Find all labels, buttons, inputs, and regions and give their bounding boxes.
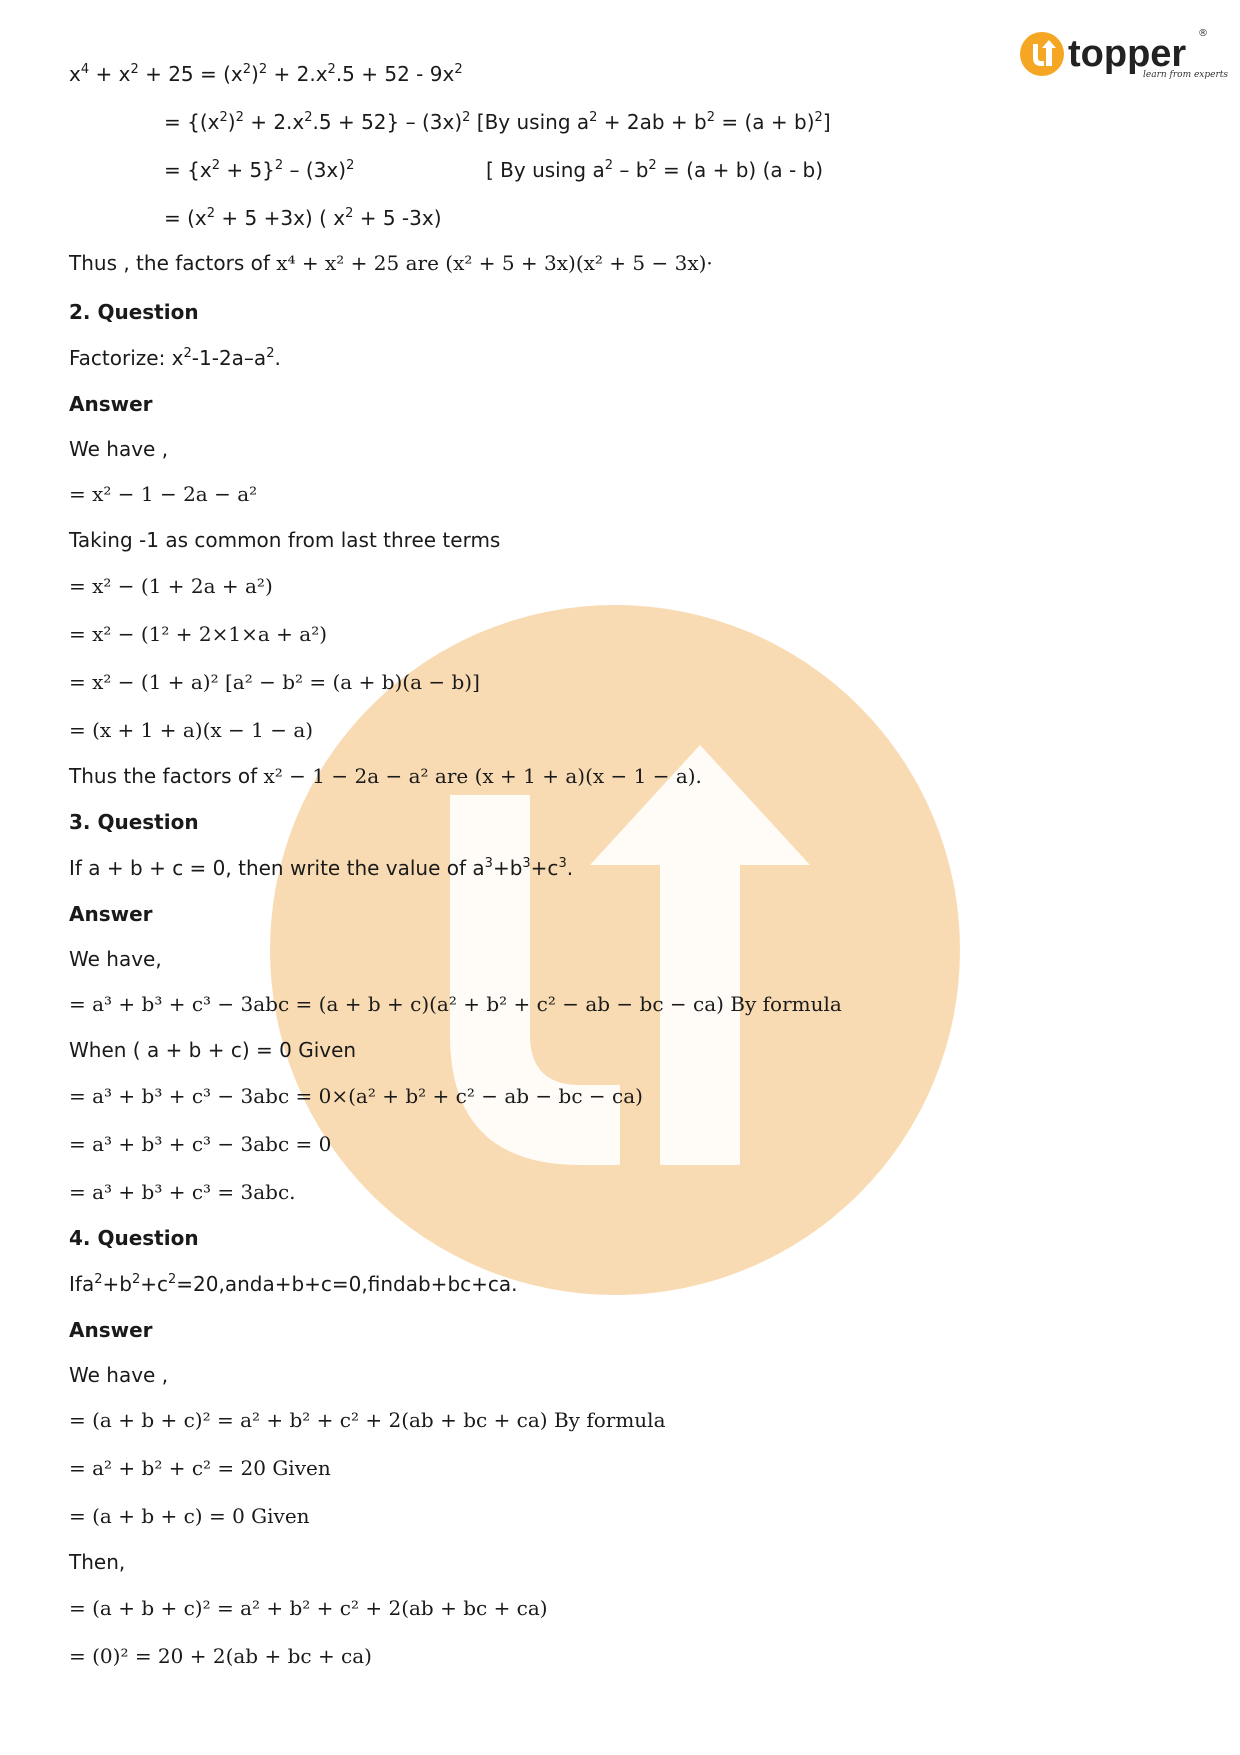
equation-line: = (x + 1 + a)(x − 1 − a) (69, 718, 314, 742)
equation-line: = $\{x^2 + 5\}^2 - (3x)^2$ (164, 158, 355, 182)
registered-mark: ® (1198, 28, 1208, 39)
equation-line: = (a + b + c)² = a² + b² + c² + 2(ab + bc + ca) (69, 1596, 548, 1620)
question-heading: 4. Question (69, 1226, 199, 1250)
question-text: If a + b + c = 0, then write the value of $a^3+b^3+c^3$. (69, 856, 574, 880)
answer-heading: Answer (69, 1318, 153, 1342)
equation-line: = a² + b² + c² = 20 Given (69, 1456, 331, 1480)
equation-line: = a³ + b³ + c³ − 3abc = (a + b + c)(a² + b² + c² − ab − bc − ca) By formula (69, 992, 842, 1016)
equation-line: = x² − (1 + 2a + a²) (69, 574, 273, 598)
conclusion-line: Thus the factors of x² − 1 − 2a − a² are (x + 1 + a)(x − 1 − a). (69, 764, 702, 788)
equation-line: = a³ + b³ + c³ = 3abc. (69, 1180, 296, 1204)
answer-heading: Answer (69, 902, 153, 926)
answer-text: When ( a + b + c) = 0 Given (69, 1038, 357, 1062)
equation-line: = a³ + b³ + c³ − 3abc = 0×(a² + b² + c² − ab − bc − ca) (69, 1084, 643, 1108)
equation-line: $x^4 + x^2 + 25 = (x^2)^2 + 2.x^2.5 + 52 - 9x^2$ (69, 62, 463, 86)
question-text: $Ifa^2+b^2+c^2=20,anda+b+c=0,findab+bc+ca$. (69, 1272, 518, 1296)
logo-tagline: learn from experts (1143, 70, 1229, 80)
equation-line: = x² − (1² + 2×1×a + a²) (69, 622, 328, 646)
equation-hint: [ By using $a^2 - b^2 = (a + b)$ (a - b) (486, 158, 824, 182)
equation-line: = x² − (1 + a)² [a² − b² = (a + b)(a − b)] (69, 670, 480, 694)
answer-heading: Answer (69, 392, 153, 416)
question-heading: 3. Question (69, 810, 199, 834)
equation-line: = x² − 1 − 2a − a² (69, 482, 258, 506)
answer-text: We have , (69, 1363, 169, 1387)
answer-text: We have, (69, 947, 162, 971)
equation-line: = (0)² = 20 + 2(ab + bc + ca) (69, 1644, 372, 1668)
question-heading: 2. Question (69, 300, 199, 324)
logo-text: topper (1068, 33, 1187, 75)
equation-line: = (a + b + c) = 0 Given (69, 1504, 310, 1528)
equation-line: = $\{(x^2)^2 + 2.x^2.5 + 52\} - (3x)^2$ [By using $a^2 + 2ab + b^2 = (a + b)^2$] (164, 110, 831, 134)
equation-line: = a³ + b³ + c³ − 3abc = 0 (69, 1132, 332, 1156)
answer-text: We have , (69, 437, 169, 461)
equation-line: = (a + b + c)² = a² + b² + c² + 2(ab + bc + ca) By formula (69, 1408, 666, 1432)
question-text: Factorize: $x^2-1-2a-a^2$. (69, 346, 281, 370)
answer-text: Taking -1 as common from last three terms (69, 528, 501, 552)
conclusion-line: Thus , the factors of x⁴ + x² + 25 are (x² + 5 + 3x)(x² + 5 − 3x)· (69, 251, 713, 275)
answer-text: Then, (69, 1550, 126, 1574)
watermark-logo (270, 605, 960, 1295)
equation-line: = $(x^2 + 5 +3x)$ ( $x^2 + 5$ -3x) (164, 206, 442, 230)
